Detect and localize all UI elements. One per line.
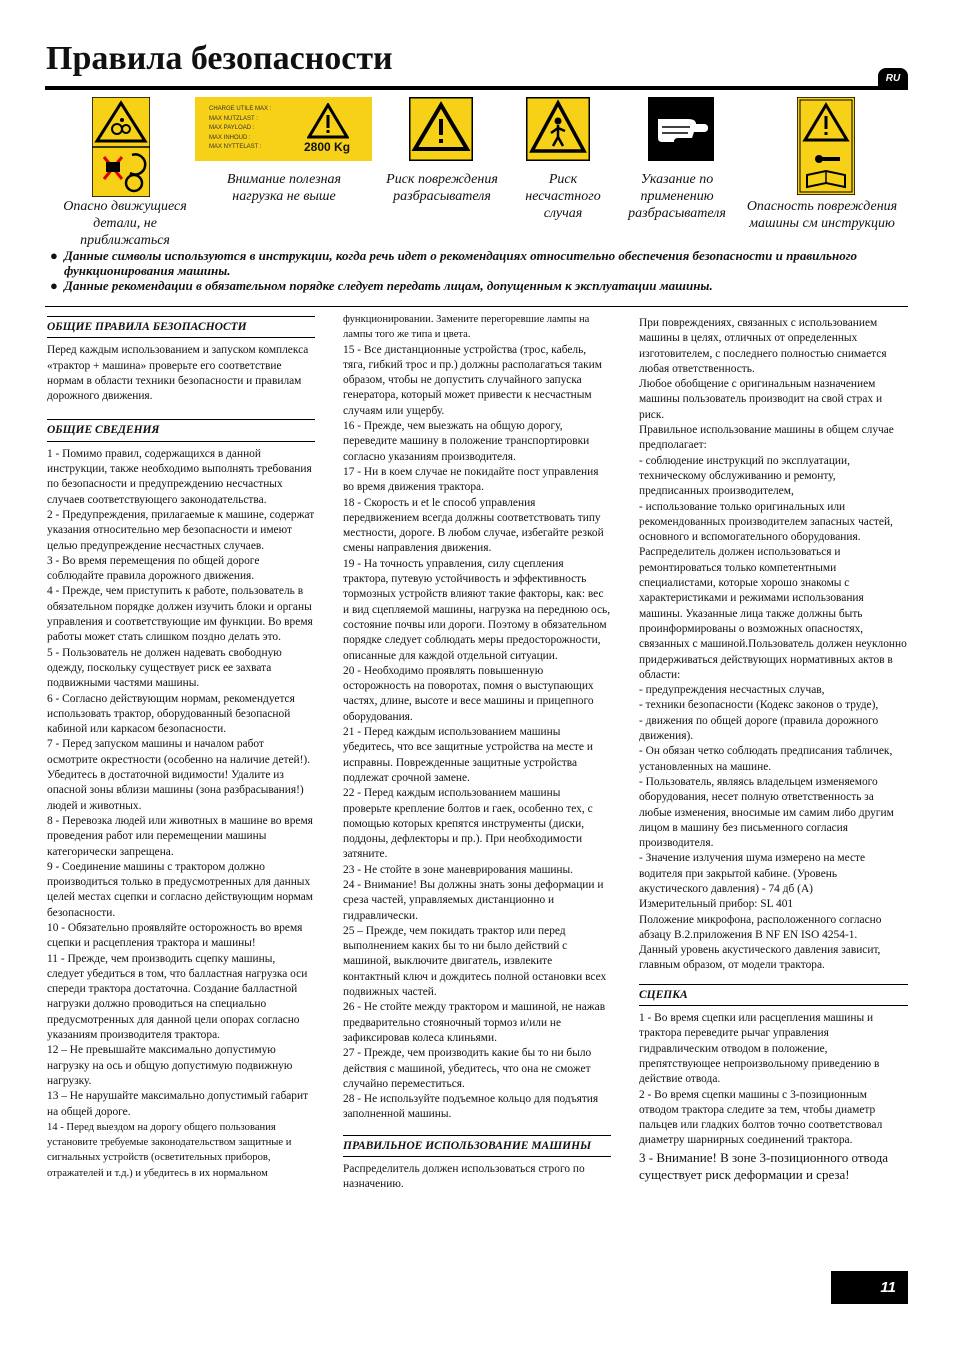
paragraph: При повреждениях, связанных с использованием машины в целях, отличных от определенных изготовителем, с последнего полностью снимается любая ответственность. xyxy=(639,317,887,375)
paragraph-warning: 3 - Внимание! В зоне 3-позиционного отвода существует риск деформации и среза! xyxy=(639,1149,889,1182)
accident-caption: Риск несчастного случая xyxy=(525,172,601,221)
paragraph: - движения по общей дороге (правила дорожного движения). xyxy=(639,714,879,743)
bullet-text: Данные рекомендации в обязательном порядке следует передать лицам, допущенным к эксплуатации машины. xyxy=(64,278,713,293)
paragraph: 1 - Во время сцепки или расцепления машины и трактора переведите рычаг управления гидравлическим отводом в положение, препятствующее непроизвольному приведению в действие отвода. xyxy=(639,1012,880,1086)
paragraph: Измерительный прибор: SL 401 xyxy=(639,898,794,911)
paragraph: Положение микрофона, расположенного согласно абзацу B.2.приложения B NF EN ISO 4254-1. xyxy=(639,913,882,941)
paragraph: - соблюдение инструкций по эксплуатации, техническому обслуживанию и ремонту, предписанных производителем, xyxy=(639,454,850,498)
payload-sign-line: MAX NYTTELAST : xyxy=(209,144,262,150)
paragraph: Данный уровень акустического давления зависит, главным образом, от модели трактора. xyxy=(639,944,881,972)
section-heading: ПРАВИЛЬНОЕ ИСПОЛЬЗОВАНИЕ МАШИНЫ xyxy=(343,1135,611,1157)
bullet-text: Данные символы используются в инструкции, когда речь идет о рекомендациях относительно обеспечения безопасности и правильного функционирования машины. xyxy=(64,248,857,278)
payload-sign-line: CHARGE UTILE MAX : xyxy=(209,106,272,112)
pointing-hand-instructions-icon xyxy=(648,97,714,161)
section-heading: СЦЕПКА xyxy=(639,984,908,1006)
paragraph: - Значение излучения шума измерено на месте водителя при закрытой кабине. (Уровень акустического давления) - 74 дб (А) xyxy=(639,852,866,895)
instructions-caption: Указание по применению разбрасывателя xyxy=(628,172,726,221)
paragraph: 19 - На точность управления, силу сцепления трактора, путевую устойчивость и эффективность тормозных устройств влияют такие факторы, как: вес и вид сцепляемой машины, нагрузка на переднюю ось, состояние почвы или дороги. Поэтому в обязательном порядке следует соблюдать меры предосторожности, описанные для каждой отдельной ситуации. xyxy=(343,557,611,662)
paragraph: 10 - Обязательно проявляйте осторожность во время сцепки и расцепления трактора и машины! xyxy=(47,921,303,950)
page-number: 11 xyxy=(831,1271,908,1304)
payload-sign xyxy=(195,97,372,161)
paragraph: - использование только оригинальных или рекомендованных производителем запасных частей, основного и вспомогательного оборудования. xyxy=(639,500,893,544)
paragraph: 3 - Во время перемещения по общей дороге соблюдайте правила дорожного движения. xyxy=(47,554,260,583)
payload-sign-line: MAX NUTZLAST : xyxy=(209,115,258,122)
machine-damage-manual-icon xyxy=(797,97,855,195)
paragraph: 5 - Пользователь не должен надевать свободную одежду, поскольку существует риск ее захвата подвижными частями машины. xyxy=(47,646,282,690)
section-heading: ОБЩИЕ СВЕДЕНИЯ xyxy=(47,419,315,441)
paragraph: Правильное использование машины в общем случае предполагает: xyxy=(639,424,894,452)
section-heading: ОБЩИЕ ПРАВИЛА БЕЗОПАСНОСТИ xyxy=(47,316,315,338)
paragraph: 24 - Внимание! Вы должны знать зоны деформации и среза частей, управляемых дистанционно и гидравлически. xyxy=(343,878,604,922)
paragraph: 1 - Помимо правил, содержащихся в данной инструкции, также необходимо выполнять требования по безопасности и предупреждению несчастных случаев соответствующего законодательства. xyxy=(47,447,312,506)
paragraph: 17 - Ни в коем случае не покидайте пост управления во время движения трактора. xyxy=(343,465,599,494)
section-divider xyxy=(45,306,908,307)
machine-damage-caption: Опасность повреждения машины см инструкцию xyxy=(746,199,898,231)
paragraph: 25 – Прежде, чем покидать трактор или перед выполнением каких бы то ни было действий с машиной, выключите двигатель, извлеките контактный ключ и дождитесь полной остановки всех подвижных частей. xyxy=(343,924,607,999)
title-rule xyxy=(45,86,908,90)
paragraph: 22 - Перед каждым использованием машины проверьте крепление болтов и гаек, особенно тех, с помощью которых крепятся инструменты (диски, поддоны, дефлекторы и пр.). При необходимости затяните. xyxy=(343,787,593,861)
column-1 xyxy=(47,316,315,1181)
bullet-icon: ● xyxy=(50,248,58,263)
spreader-damage-warning-icon xyxy=(409,97,473,161)
warning-triangle-icon xyxy=(307,103,349,139)
paragraph: 11 - Прежде, чем производить сцепку машины, следует убедиться в том, что балластная нагрузка оси спереди трактора достаточна. Создание балластной нагрузки должно проводиться на специально предусмотренных для данной цели опорах согласно указаниям производителя трактора. xyxy=(47,952,308,1042)
accident-warning-icon xyxy=(526,97,590,161)
paragraph: 9 - Соединение машины с трактором должно производиться только в предусмотренных для данных целей местах сцепки и согласно действующим нормам безопасности. xyxy=(47,860,313,919)
payload-caption: Внимание полезная нагрузка не выше xyxy=(226,172,342,204)
paragraph: - Он обязан четко соблюдать предписания табличек, установленных на машине. xyxy=(639,745,893,773)
paragraph: 13 – Не нарушайте максимально допустимый габарит на общей дороге. xyxy=(47,1090,309,1118)
moving-parts-warning-icon xyxy=(92,97,150,197)
paragraph: 2 - Во время сцепки машины с 3-позиционным отводом трактора следите за тем, чтобы диаметр пальцев или гладких болтов точно соответствовал диаметру шарнирных соединений трактора. xyxy=(639,1088,883,1147)
page-title: Правила безопасности xyxy=(46,40,393,77)
payload-sign-line: MAX INHOUD : xyxy=(209,134,251,141)
paragraph: 8 - Перевозка людей или животных в машине во время проведения работ или перемещении машины категорически запрещена. xyxy=(47,814,313,858)
bullet-icon: ● xyxy=(50,278,58,293)
paragraph: 14 - Перед выездом на дорогу общего пользования установите требуемые законодательством защитные и сигнальных устройств (осветительных приборов, отражателей и т.д.) и убедитесь в их нормальном xyxy=(47,1121,292,1179)
paragraph: 12 – Не превышайте максимально допустимую нагрузку на ось и общую допустимую подвижную нагрузку. xyxy=(47,1044,293,1087)
paragraph: 23 - Не стойте в зоне маневрирования машины. xyxy=(343,863,574,876)
bullet-symbols-note xyxy=(50,248,890,278)
payload-sign-line: MAX PAYLOAD : xyxy=(209,125,255,131)
paragraph: - техники безопасности (Кодекс законов о труде), xyxy=(639,699,879,712)
paragraph: Убедитесь в достаточной видимости! Удалите из опасной зоны вблизи машины (зона разбрасывания!) людей и животных. xyxy=(47,769,304,812)
language-badge: RU xyxy=(878,68,908,90)
paragraph: 16 - Прежде, чем выезжать на общую дорогу, переведите машину в положение транспортировки согласно указаниям производителя. xyxy=(343,420,590,463)
paragraph: 20 - Необходимо проявлять повышенную осторожность на поворотах, помня о выступающих частях, длине, высоте и весе машины и прицепного оборудования. xyxy=(343,664,594,723)
paragraph: 27 - Прежде, чем производить какие бы то ни было действия с машиной, убедитесь, что она не сможет случайно переместиться. xyxy=(343,1047,592,1090)
paragraph: - предупреждения несчастных случав, xyxy=(639,684,825,697)
payload-value: 2800 Kg xyxy=(304,140,351,154)
column-3 xyxy=(639,316,908,1183)
paragraph: 2 - Предупреждения, прилагаемые к машине, содержат указания относительно мер безопасности и имеют целью предупреждение несчастных случаев. xyxy=(47,508,315,552)
paragraph: Перед каждым использованием и запуском комплекса «трактор + машина» проверьте его соответствие нормам в области техники безопасности и правилам дорожного движения. xyxy=(47,344,309,403)
paragraph: 26 - Не стойте между трактором и машиной, не нажав предварительно стояночный тормоз и/или не зафиксировав колеса клиньями. xyxy=(343,1001,606,1044)
paragraph: Любое обобщение с оригинальным назначением машины пользователь производит на свой страх и риск. xyxy=(639,378,883,421)
paragraph: 18 - Скорость и et le способ управления передвижением всегда должны соответствовать типу местности, дороге. В любом случае, избегайте резкой смены направления движения. xyxy=(343,496,604,555)
bullet-recommendations-note xyxy=(50,278,890,293)
column-2 xyxy=(343,312,611,1193)
paragraph: 7 - Перед запуском машины и началом работ осмотрите окрестности (особенно на наличие детей!). xyxy=(47,738,311,766)
moving-parts-caption: Опасно движущиеся детали, не приближаться xyxy=(63,199,187,248)
paragraph: 21 - Перед каждым использованием машины убедитесь, что все защитные устройства на месте и исправны. Поврежденные защитные устройства подлежат срочной замене. xyxy=(343,726,593,784)
paragraph: 28 - Не используйте подъемное кольцо для подъятия заполненной машины. xyxy=(343,1093,599,1121)
paragraph: Распределитель должен использоваться строго по назначению. xyxy=(343,1163,585,1191)
paragraph: 6 - Согласно действующим нормам, рекомендуется использовать трактор, оборудованный безопасной кабиной или каркасом безопасности. xyxy=(47,692,295,736)
paragraph: Распределитель должен использоваться и ремонтироваться только компетентными специалистами, которые хорошо знакомы с характеристиками и режимами использования машины. Указанные лица также должны быть проинформированы о возможных опасностях, связанных с машиной.Пользователь должен неуклонно придерживаться действующих нормативных актов в области: xyxy=(639,546,907,681)
spreader-damage-caption: Риск повреждения разбрасывателя xyxy=(386,172,498,204)
paragraph: - Пользователь, являясь владельцем изменяемого оборудования, несет полную ответственность за любые изменения, вносимые им самим либо другим лицом в машину без письменного согласия производителя. xyxy=(639,775,894,850)
paragraph: 4 - Прежде, чем приступить к работе, пользователь в обязательном порядке должен изучить блоки и органы управления и соответствующие им функции. Во время работы может стать слишком поздно делать это. xyxy=(47,585,313,644)
paragraph: 15 - Все дистанционные устройства (трос, кабель, тяга, гибкий трос и пр.) должны располагаться таким образом, чтобы не допустить случайного запуска генератора, который может привести к несчастным случаям или ущербу. xyxy=(343,343,602,417)
paragraph: функционировании. Замените перегоревшие лампы на лампы того же типа и цвета. xyxy=(343,314,590,341)
